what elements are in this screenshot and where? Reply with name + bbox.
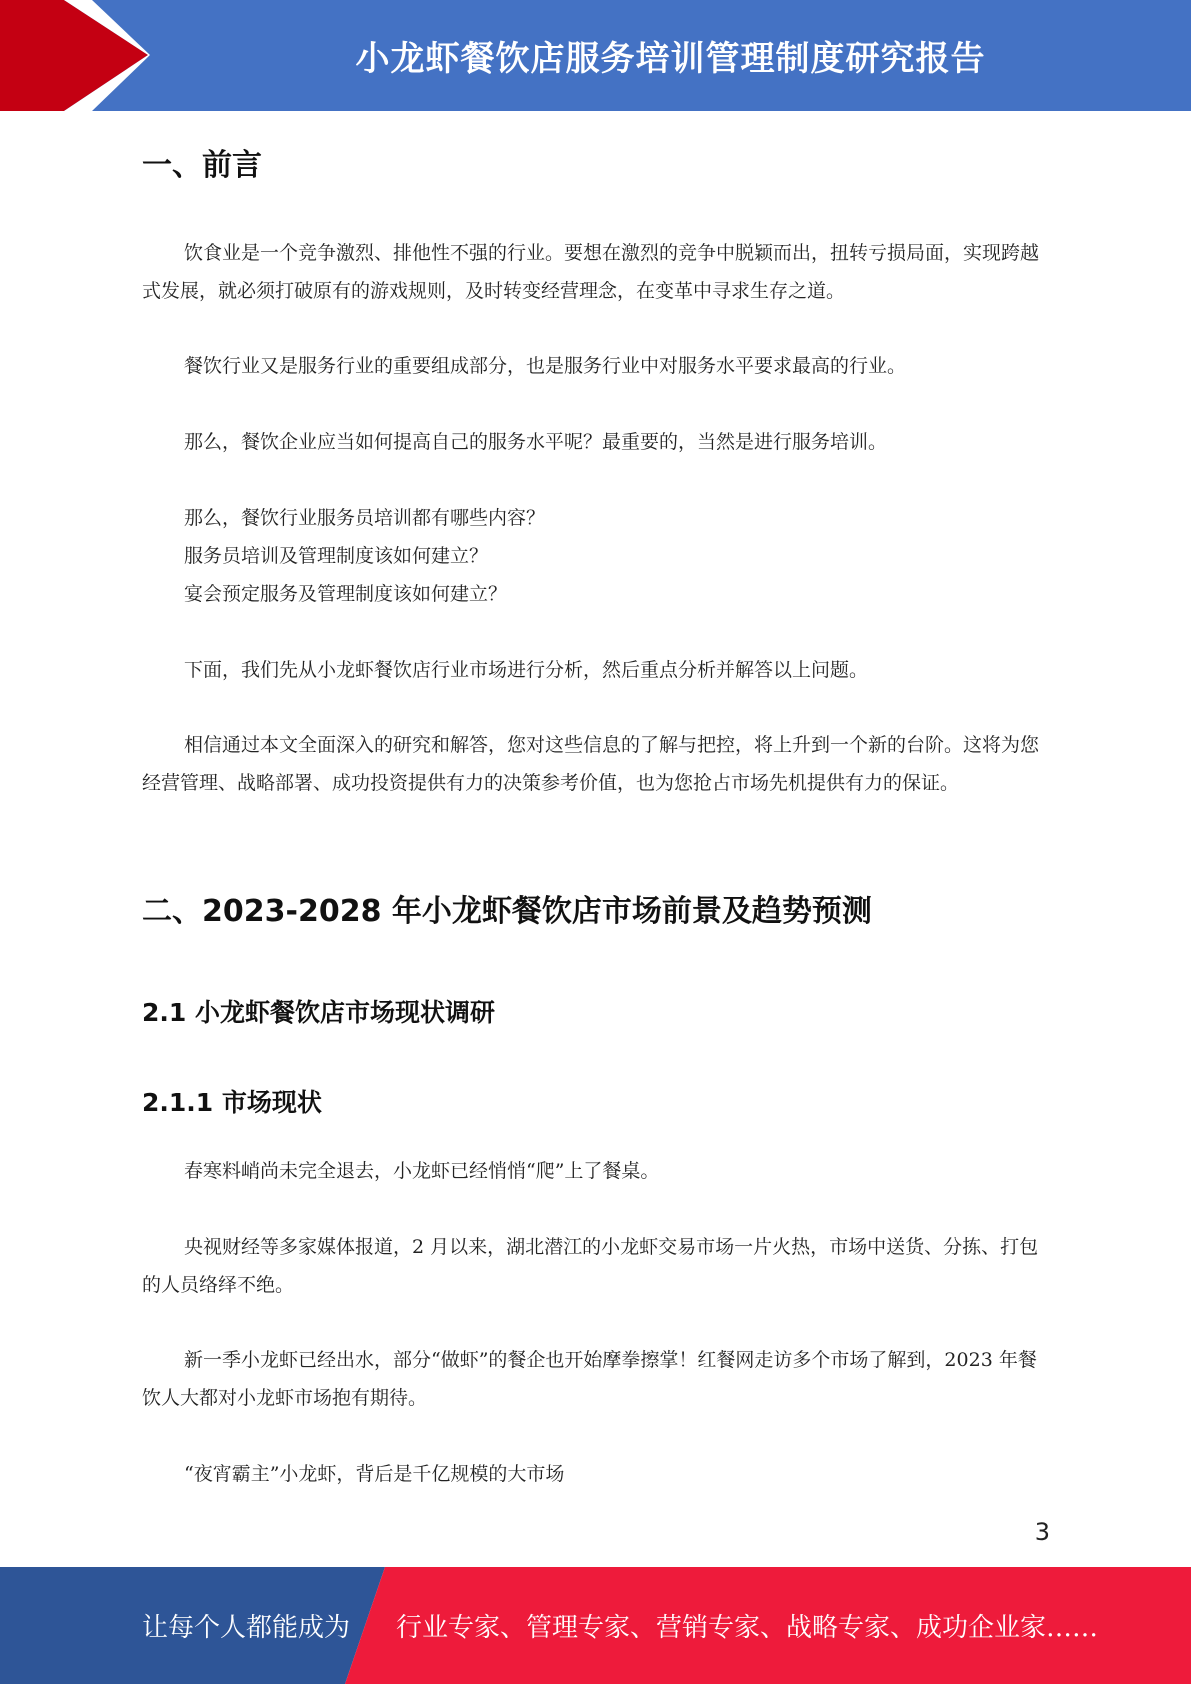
page-number: 3 — [1034, 1518, 1050, 1546]
footer-slogan-left: 让每个人都能成为 — [142, 1613, 351, 1643]
question-line: 宴会预定服务及管理制度该如何建立？ — [184, 583, 508, 605]
question-line: 那么，餐饮行业服务员培训都有哪些内容？ — [184, 507, 546, 529]
paragraph: 新一季小龙虾已经出水，部分“做虾”的餐企也开始摩拳擦掌！红餐网走访多个市场了解到，2023 年餐饮人大都对小龙虾市场抱有期待。 — [142, 1349, 1037, 1409]
paragraph: “夜宵霸主”小龙虾，背后是千亿规模的大市场 — [184, 1463, 565, 1485]
page-footer — [0, 1567, 1191, 1684]
subsubsection-heading: 2.1.1 市场现状 — [142, 1088, 322, 1117]
paragraph: 相信通过本文全面深入的研究和解答，您对这些信息的了解与把控，将上升到一个新的台阶。这将为您经营管理、战略部署、成功投资提供有力的决策参考价值，也为您抢占市场先机提供有力的保证。 — [142, 734, 1040, 794]
paragraph: 饮食业是一个竞争激烈、排他性不强的行业。要想在激烈的竞争中脱颖而出，扭转亏损局面，实现跨越式发展，就必须打破原有的游戏规则，及时转变经营理念，在变革中寻求生存之道。 — [142, 242, 1040, 302]
paragraph: 餐饮行业又是服务行业的重要组成部分，也是服务行业中对服务水平要求最高的行业。 — [184, 355, 907, 377]
paragraph: 下面，我们先从小龙虾餐饮店行业市场进行分析，然后重点分析并解答以上问题。 — [184, 659, 869, 681]
footer-slogan-right: 行业专家、管理专家、营销专家、战略专家、成功企业家…… — [396, 1613, 1099, 1643]
paragraph: 春寒料峭尚未完全退去，小龙虾已经悄悄“爬”上了餐桌。 — [184, 1160, 660, 1182]
section-heading-preface: 一、前言 — [142, 148, 262, 183]
subsection-heading: 2.1 小龙虾餐饮店市场现状调研 — [142, 998, 495, 1027]
paragraph: 那么，餐饮企业应当如何提高自己的服务水平呢？最重要的，当然是进行服务培训。 — [184, 431, 888, 453]
section-heading-forecast: 二、2023-2028 年小龙虾餐饮店市场前景及趋势预测 — [142, 894, 872, 929]
header-red-chevron — [0, 0, 148, 111]
page-header — [0, 0, 1191, 111]
document-title: 小龙虾餐饮店服务培训管理制度研究报告 — [355, 39, 986, 79]
question-line: 服务员培训及管理制度该如何建立？ — [184, 545, 489, 567]
paragraph: 央视财经等多家媒体报道，2 月以来，湖北潜江的小龙虾交易市场一片火热，市场中送货、分拣、打包的人员络绎不绝。 — [142, 1236, 1039, 1296]
